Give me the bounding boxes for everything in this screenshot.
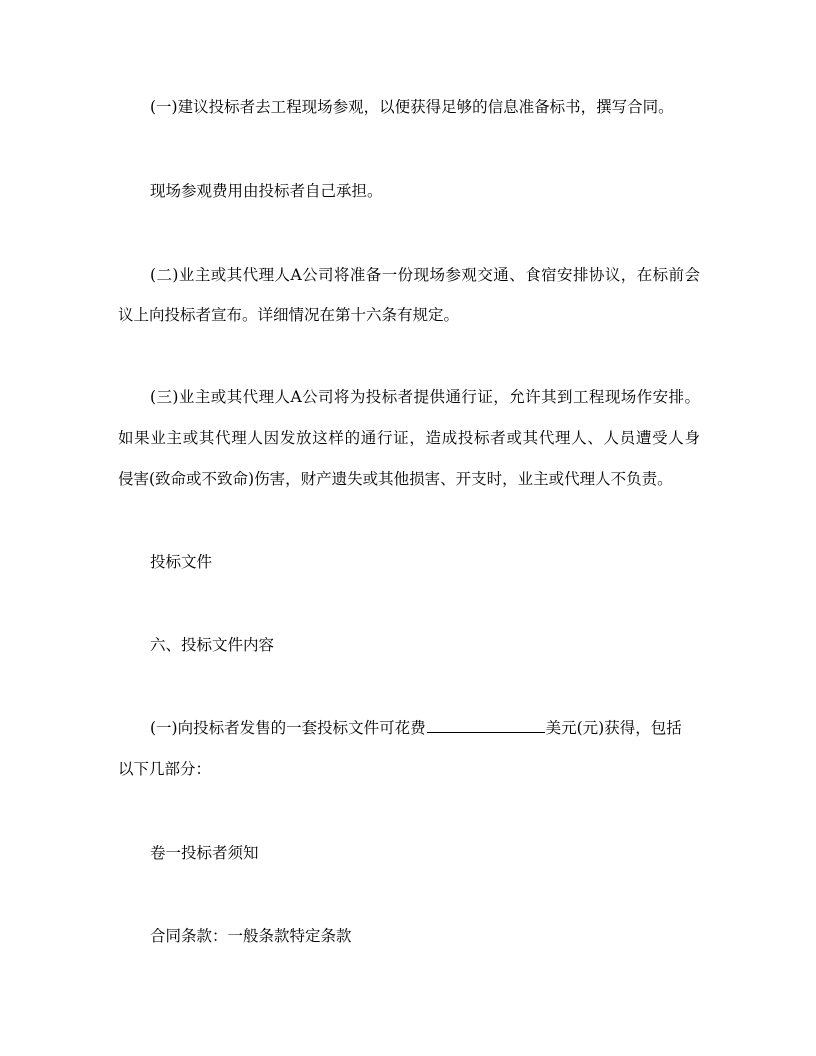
paragraph-pass-line-2: 如果业主或其代理人因发放这样的通行证，造成投标者或其代理人、人员遭受人身 bbox=[118, 429, 700, 447]
paragraph-agreement-line-2: 议上向投标者宣布。详细情况在第十六条有规定。 bbox=[118, 306, 460, 324]
paragraph-price-line-2: 以下几部分： bbox=[118, 760, 212, 778]
paragraph-visit-cost: 现场参观费用由投标者自己承担。 bbox=[150, 182, 383, 200]
price-text-before: (一)向投标者发售的一套投标文件可花费 bbox=[150, 719, 426, 737]
price-text-after: 美元(元)获得，包括 bbox=[545, 719, 682, 737]
list-item-volume-one: 卷一投标者须知 bbox=[150, 844, 259, 862]
paragraph-agreement-line-1: (二)业主或其代理人A公司将准备一份现场参观交通、食宿安排协议，在标前会 bbox=[150, 266, 700, 284]
price-blank-line bbox=[427, 718, 545, 733]
section-heading-bid-documents: 投标文件 bbox=[150, 553, 213, 571]
paragraph-pass-line-1: (三)业主或其代理人A公司将为投标者提供通行证，允许其到工程现场作安排。 bbox=[150, 388, 700, 406]
paragraph-pass-line-3: 侵害(致命或不致命)伤害，财产遗失或其他损害、开支时，业主或代理人不负责。 bbox=[118, 470, 673, 488]
section-heading-content: 六、投标文件内容 bbox=[150, 636, 275, 654]
paragraph-site-visit: (一)建议投标者去工程现场参观，以便获得足够的信息准备标书，撰写合同。 bbox=[150, 98, 674, 116]
paragraph-price-line-1 bbox=[150, 718, 700, 738]
list-item-contract-terms: 合同条款：一般条款特定条款 bbox=[150, 927, 352, 945]
